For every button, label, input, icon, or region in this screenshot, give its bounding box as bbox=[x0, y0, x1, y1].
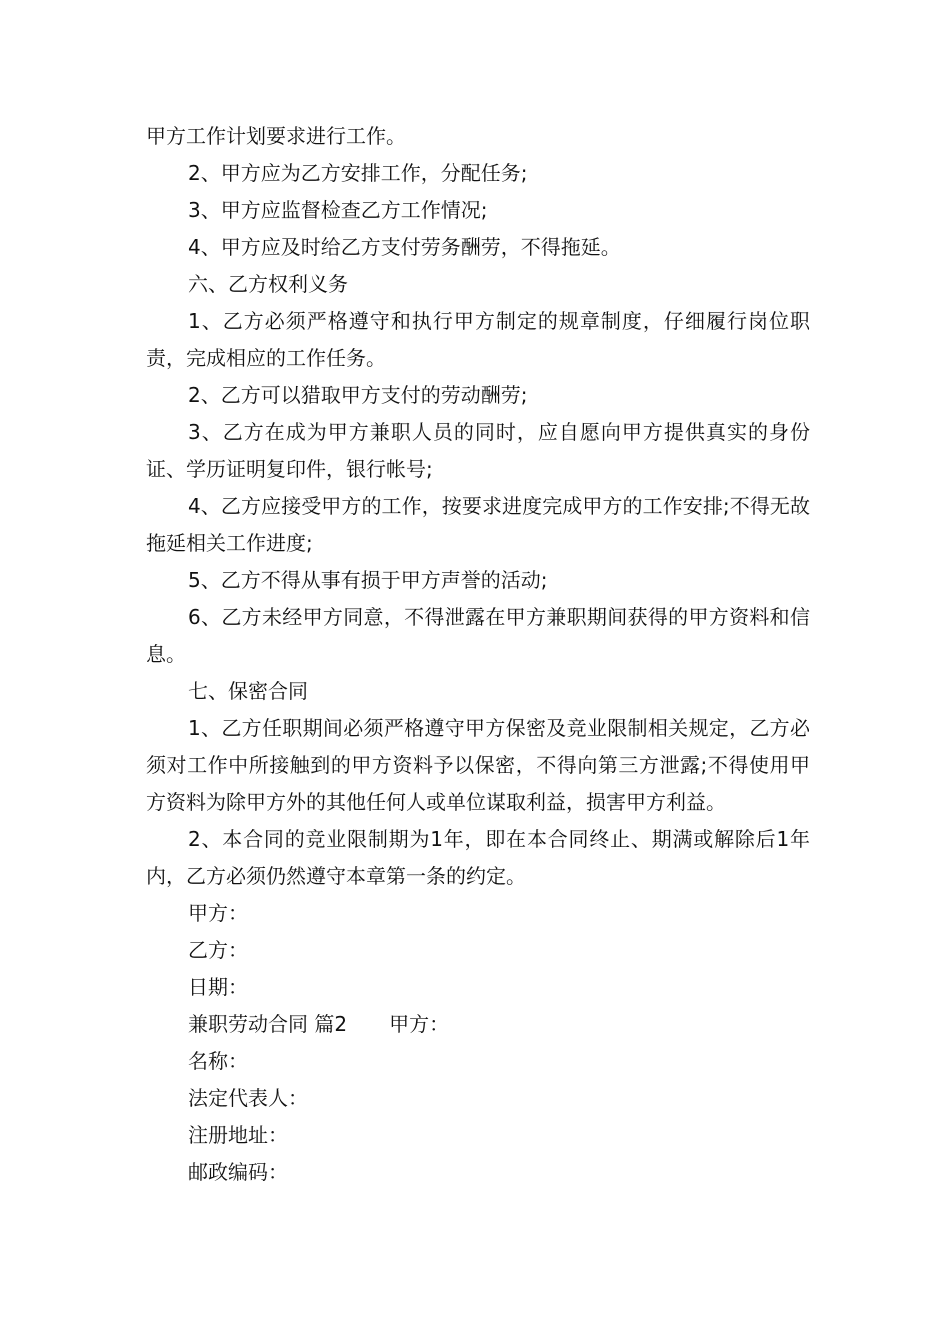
field-registered-address: 注册地址： bbox=[188, 1123, 288, 1147]
field-legal-representative: 法定代表人： bbox=[188, 1086, 308, 1110]
field-postal-code: 邮政编码： bbox=[188, 1160, 288, 1184]
signature-party-a: 甲方： bbox=[188, 901, 248, 925]
paragraph-6: 2、乙方可以猎取甲方支付的劳动酬劳; bbox=[188, 383, 528, 407]
paragraph-3: 4、甲方应及时给乙方支付劳务酬劳，不得拖延。 bbox=[188, 235, 621, 259]
section-heading-six: 六、乙方权利义务 bbox=[188, 272, 348, 296]
paragraph-10: 6、乙方未经甲方同意，不得泄露在甲方兼职期间获得的甲方资料和信息。 bbox=[146, 605, 810, 666]
section-heading-seven: 七、保密合同 bbox=[188, 679, 308, 703]
document-body bbox=[146, 118, 810, 1191]
field-name: 名称： bbox=[188, 1049, 248, 1073]
section2-header-line bbox=[146, 1006, 810, 1043]
paragraph-1: 2、甲方应为乙方安排工作，分配任务; bbox=[188, 161, 528, 185]
section2-party-a: 甲方： bbox=[389, 1012, 450, 1036]
section2-title: 兼职劳动合同 篇2 bbox=[188, 1012, 348, 1036]
paragraph-5: 1、乙方必须严格遵守和执行甲方制定的规章制度，仔细履行岗位职责，完成相应的工作任务。 bbox=[146, 309, 810, 370]
paragraph-0: 甲方工作计划要求进行工作。 bbox=[146, 124, 406, 148]
paragraph-12: 1、乙方任职期间必须严格遵守甲方保密及竞业限制相关规定，乙方必须对工作中所接触到的甲方资料予以保密，不得向第三方泄露;不得使用甲方资料为除甲方外的其他任何人或单位谋取利益，损害甲方利益。 bbox=[146, 716, 810, 814]
paragraph-13: 2、本合同的竞业限制期为1年，即在本合同终止、期满或解除后1年内，乙方必须仍然遵守本章第一条的约定。 bbox=[146, 827, 810, 888]
paragraph-7: 3、乙方在成为甲方兼职人员的同时，应自愿向甲方提供真实的身份证、学历证明复印件，银行帐号; bbox=[146, 420, 810, 481]
signature-party-b: 乙方： bbox=[188, 938, 248, 962]
paragraph-2: 3、甲方应监督检查乙方工作情况; bbox=[188, 198, 488, 222]
paragraph-8: 4、乙方应接受甲方的工作，按要求进度完成甲方的工作安排;不得无故拖延相关工作进度; bbox=[146, 494, 810, 555]
paragraph-9: 5、乙方不得从事有损于甲方声誉的活动; bbox=[188, 568, 548, 592]
signature-date: 日期： bbox=[188, 975, 248, 999]
